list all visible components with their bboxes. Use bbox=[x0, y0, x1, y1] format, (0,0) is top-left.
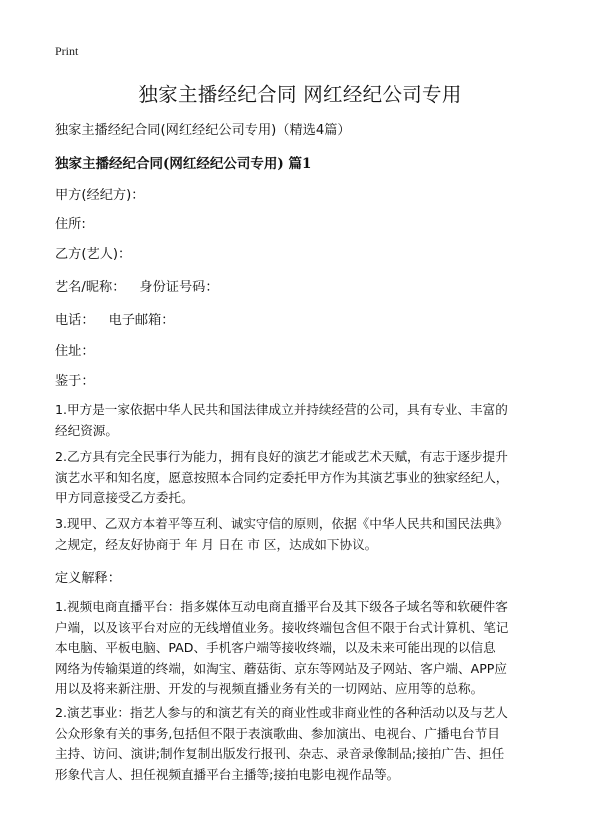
clause-2 bbox=[55, 447, 551, 509]
field-phone: 电话： bbox=[55, 313, 95, 328]
field-residence: 住所: bbox=[55, 217, 86, 232]
definition-line: 本电脑、平板电脑、PAD、手机客户端等接收终端，以及未来可能出现的以信息 bbox=[55, 640, 496, 655]
field-whereas: 鉴于： bbox=[55, 374, 95, 389]
field-stage-name: 艺名/昵称： bbox=[55, 280, 126, 295]
clause-3 bbox=[55, 514, 551, 555]
field-email: 电子邮箱： bbox=[108, 313, 175, 328]
document-subtitle: 独家主播经纪合同(网红经纪公司专用)（精选4篇） bbox=[55, 123, 351, 138]
document-title: 独家主播经纪合同 网红经纪公司专用 bbox=[138, 83, 462, 106]
clause-line: 1.甲方是一家依据中华人民共和国法律成立并持续经营的公司，具有专业、丰富的 bbox=[55, 402, 508, 417]
clause-1 bbox=[55, 400, 551, 441]
field-contact-row bbox=[55, 309, 175, 328]
clause-line: 甲方同意接受乙方委托。 bbox=[55, 490, 194, 505]
definition-line: 用以及将来新注册、开发的与视频直播业务有关的一切网站、应用等的总称。 bbox=[55, 681, 484, 696]
definition-line: 1.视频电商直播平台：指多媒体互动电商直播平台及其下级各子域名等和软硬件客 bbox=[55, 599, 508, 614]
clause-line: 经纪资源。 bbox=[55, 422, 118, 438]
definition-line: 公众形象有关的事务,包括但不限于表演歌曲、参加演出、电视台、广播电台节目 bbox=[55, 725, 500, 741]
field-definitions: 定义解释： bbox=[55, 571, 121, 586]
print-link[interactable]: Print bbox=[55, 44, 79, 58]
field-stage-name-row bbox=[55, 276, 219, 295]
field-address: 住址： bbox=[55, 344, 95, 359]
definition-2 bbox=[55, 703, 551, 785]
field-id-number: 身份证号码： bbox=[139, 280, 219, 295]
definition-line: 网络为传输渠道的终端，如淘宝、蘑菇街、京东等网站及子网站、客户端、APP应 bbox=[55, 660, 507, 676]
definition-line: 2.演艺事业：指艺人参与的和演艺有关的商业性或非商业性的各种活动以及与艺人 bbox=[55, 705, 508, 720]
section-heading: 独家主播经纪合同(网红经纪公司专用) 篇1 bbox=[55, 156, 312, 172]
definition-line: 户端，以及该平台对应的无线增值业务。接收终端包含但不限于台式计算机、笔记 bbox=[55, 619, 509, 635]
field-party-a: 甲方(经纪方)： bbox=[55, 188, 145, 203]
field-party-b: 乙方(艺人)： bbox=[55, 247, 132, 262]
clause-line: 3.现甲、乙双方本着平等互利、诚实守信的原则，依据《中华人民共和国民法典》 bbox=[55, 516, 508, 531]
definition-line: 主持、访问、演讲;制作复制出版发行报刊、杂志、录音录像制品;接拍广告、担任 bbox=[55, 746, 505, 761]
definition-1 bbox=[55, 597, 551, 700]
clause-line: 演艺水平和知名度，愿意按照本合同约定委托甲方作为其演艺事业的独家经纪人， bbox=[55, 469, 509, 485]
clause-line: 之规定，经友好协商于 年 月 日在 市 区，达成如下协议。 bbox=[55, 536, 378, 552]
clause-line: 2.乙方具有完全民事行为能力，拥有良好的演艺才能或艺术天赋，有志于逐步提升 bbox=[55, 449, 508, 464]
definition-line: 形象代言人、担任视频直播平台主播等;接拍电影电视作品等。 bbox=[55, 766, 400, 782]
